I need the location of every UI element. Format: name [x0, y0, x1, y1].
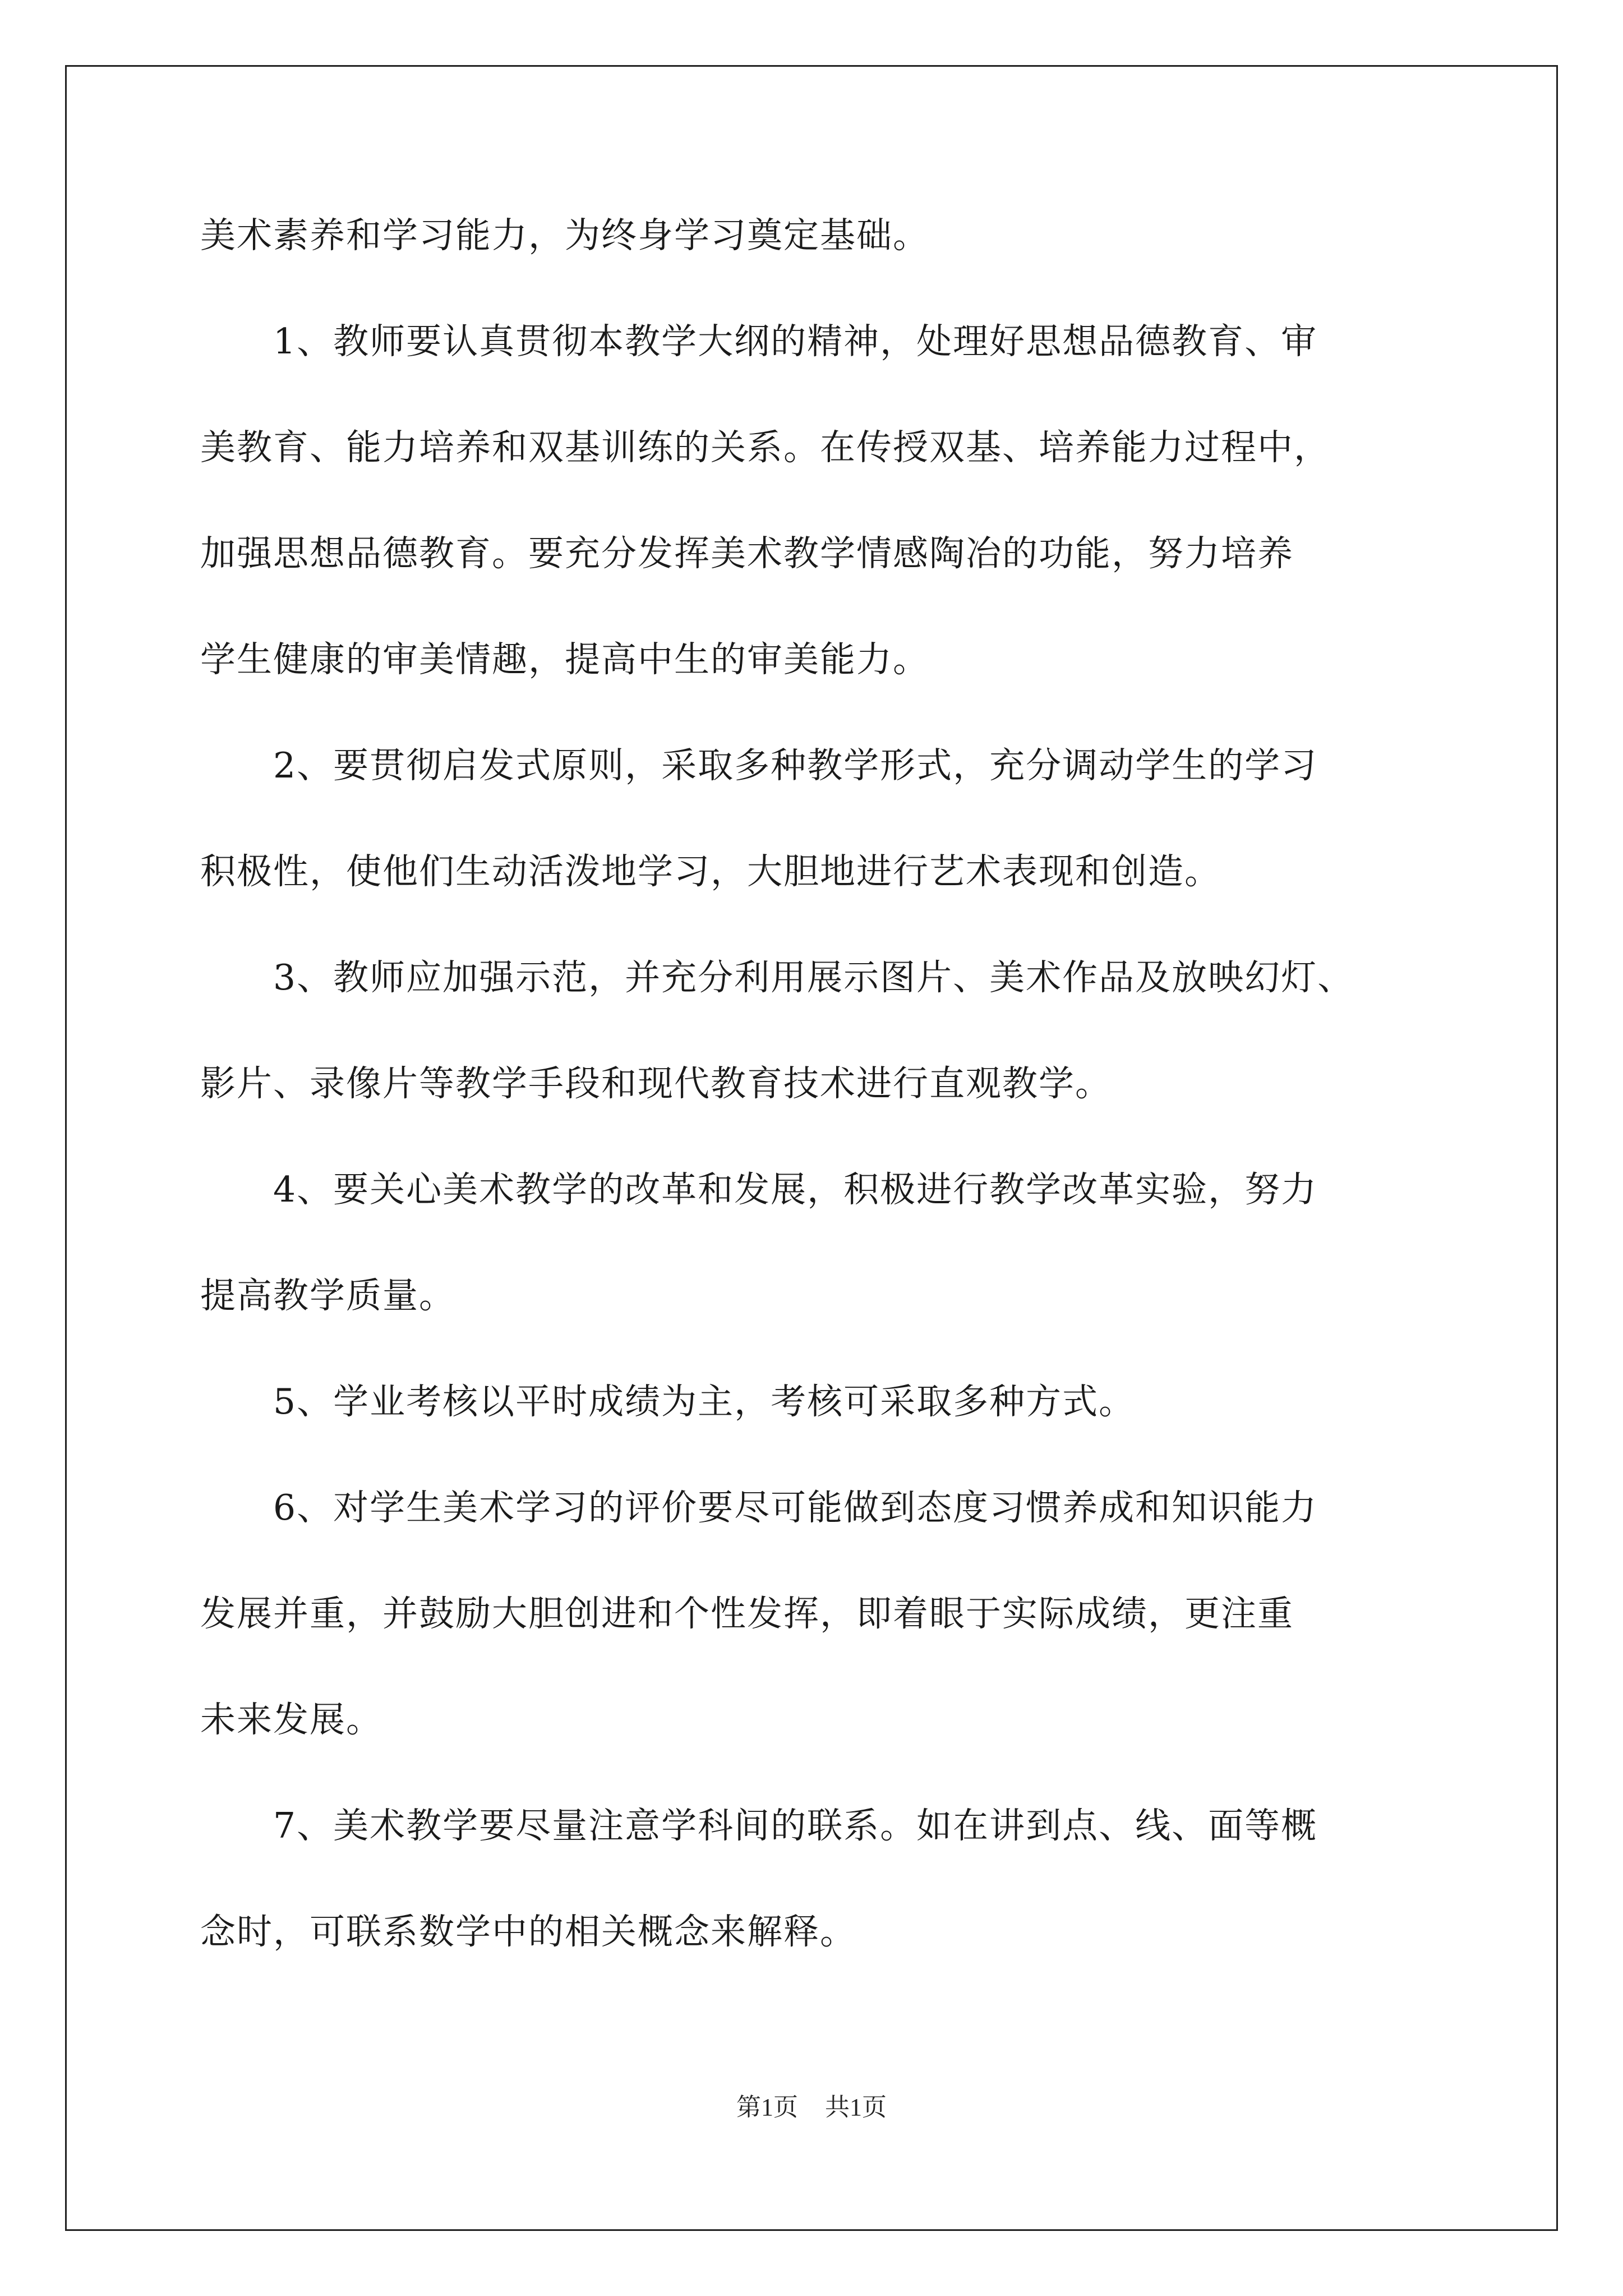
text-line: 7、美术教学要尽量注意学科间的联系。如在讲到点、线、面等概 [200, 1805, 1318, 1846]
text-line: 1、教师要认真贯彻本教学大纲的精神，处理好思想品德教育、审 [200, 321, 1318, 362]
text-line: 影片、录像片等教学手段和现代教育技术进行直观教学。 [200, 1063, 1112, 1104]
text-line: 3、教师应加强示范，并充分利用展示图片、美术作品及放映幻灯、 [200, 957, 1354, 998]
text-line: 念时，可联系数学中的相关概念来解释。 [200, 1911, 856, 1952]
text-line: 美术素养和学习能力，为终身学习奠定基础。 [200, 215, 929, 256]
page-number: 第1页 [736, 2093, 798, 2121]
text-line: 2、要贯彻启发式原则，采取多种教学形式，充分调动学生的学习 [200, 745, 1318, 786]
page-count: 共1页 [825, 2093, 887, 2121]
text-line: 发展并重，并鼓励大胆创进和个性发挥，即着眼于实际成绩，更注重 [200, 1593, 1294, 1634]
page-footer [0, 2091, 1623, 2124]
text-line: 4、要关心美术教学的改革和发展，积极进行教学改革实验，努力 [200, 1169, 1318, 1210]
text-line: 提高教学质量。 [200, 1275, 455, 1316]
text-line: 加强思想品德教育。要充分发挥美术教学情感陶冶的功能，努力培养 [200, 533, 1294, 574]
text-line: 积极性，使他们生动活泼地学习，大胆地进行艺术表现和创造。 [200, 851, 1221, 892]
text-line: 美教育、能力培养和双基训练的关系。在传授双基、培养能力过程中， [200, 427, 1330, 468]
text-line: 6、对学生美术学习的评价要尽可能做到态度习惯养成和知识能力 [200, 1487, 1318, 1528]
text-line: 学生健康的审美情趣，提高中生的审美能力。 [200, 639, 929, 680]
text-line: 未来发展。 [200, 1699, 382, 1740]
document-body [200, 208, 1423, 2010]
text-line: 5、学业考核以平时成绩为主，考核可采取多种方式。 [200, 1381, 1136, 1422]
